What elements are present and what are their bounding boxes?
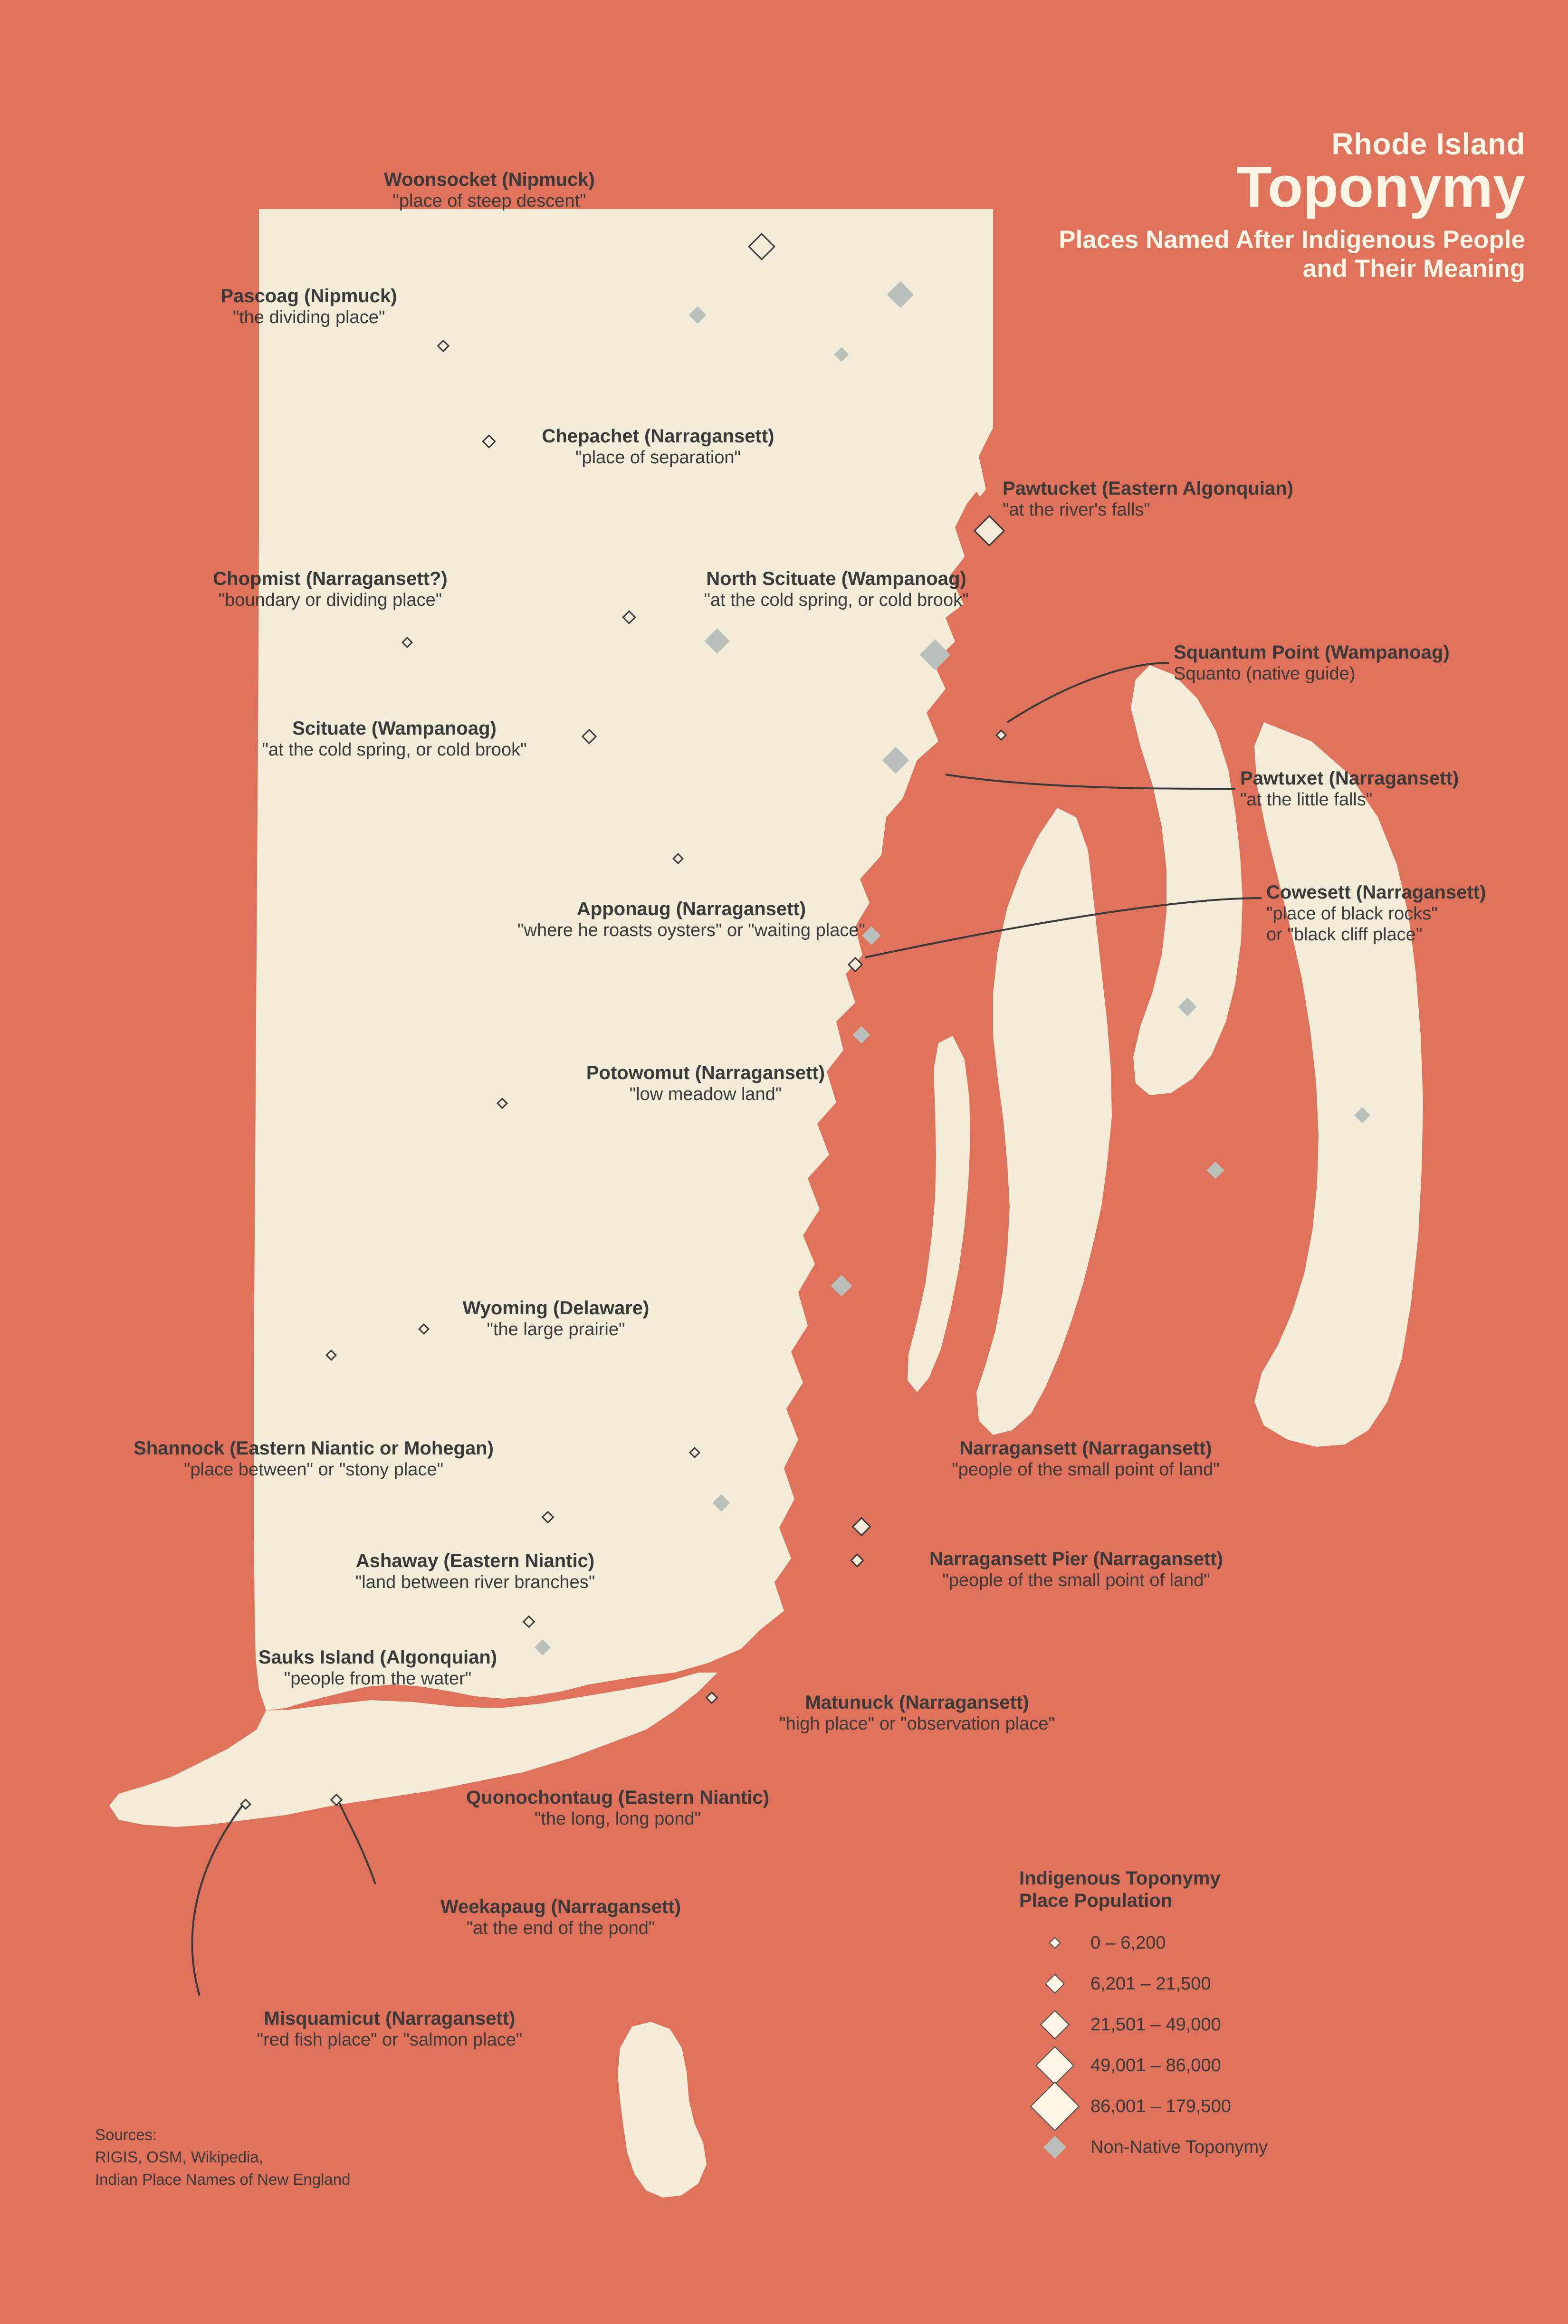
label-meaning: "high place" or "observation place": [779, 1714, 1055, 1734]
map-label-cowesett: [1266, 881, 1568, 946]
label-name: Shannock (Eastern Niantic or Mohegan): [134, 1438, 494, 1459]
map-label-apponaug: [264, 898, 1119, 941]
label-name: Narragansett (Narragansett): [959, 1438, 1212, 1459]
label-meaning-2: or "black cliff place": [1266, 925, 1423, 945]
label-name: Cowesett (Narragansett): [1266, 882, 1486, 903]
title-block: [1022, 128, 1525, 284]
map-label-misquamicut: [57, 2008, 722, 2050]
map-label-matunuck: [561, 1692, 1273, 1734]
legend-row: [1019, 2086, 1447, 2127]
map-label-pawtuxet: [1240, 767, 1563, 810]
label-name: Misquamicut (Narragansett): [264, 2008, 516, 2029]
east-shore-land: [1254, 722, 1423, 1447]
sources-line-2: Indian Place Names of New England: [95, 2170, 351, 2188]
label-meaning: "at the river's falls": [1003, 500, 1150, 520]
legend-diamond-icon: [1019, 1977, 1090, 1991]
legend-non-native-diamond-icon: [1019, 2139, 1090, 2155]
label-name: Pascoag (Nipmuck): [220, 286, 397, 306]
label-name: Potowomut (Narragansett): [586, 1062, 825, 1083]
label-meaning: "where he roasts oysters" or "waiting place": [517, 920, 865, 941]
subtitle-line-3: Their Meaning: [1354, 255, 1525, 283]
label-name: Sauks Island (Algonquian): [258, 1647, 497, 1668]
map-label-squantum-point: [1174, 641, 1563, 684]
label-meaning: "place between" or "stony place": [183, 1460, 444, 1480]
map-label-narragansett-pier: [732, 1548, 1421, 1591]
label-name: Woonsocket (Nipmuck): [384, 169, 595, 190]
label-meaning: "red fish place" or "salmon place": [257, 2030, 523, 2050]
sources-heading: Sources:: [95, 2126, 157, 2143]
label-meaning: "people of the small point of land": [952, 1460, 1220, 1480]
map-label-weekapaug: [228, 1896, 893, 1939]
map-label-pawtucket: [1003, 478, 1525, 520]
label-name: Chopmist (Narragansett?): [213, 568, 448, 589]
label-name: Ashaway (Eastern Niantic): [355, 1550, 595, 1571]
legend-label: Non-Native Toponymy: [1090, 2137, 1268, 2157]
label-name: North Scituate (Wampanoag): [706, 568, 966, 589]
label-name: Chepachet (Narragansett): [542, 426, 774, 447]
map-label-wyoming: [200, 1297, 912, 1340]
subtitle-line-2: Indigenous People and: [1301, 225, 1525, 283]
label-meaning: "place of black rocks": [1266, 904, 1438, 924]
label-meaning: "people of the small point of land": [942, 1570, 1210, 1591]
map-label-potowomut: [316, 1062, 1095, 1105]
legend-row: [1019, 1922, 1447, 1963]
label-name: Pawtuxet (Narragansett): [1240, 768, 1459, 789]
label-name: Narragansett Pier (Narragansett): [929, 1549, 1223, 1569]
label-meaning: "land between river branches": [355, 1572, 595, 1593]
legend-row: [1019, 2127, 1447, 2168]
label-meaning: "at the cold spring, or cold brook": [262, 740, 527, 760]
label-meaning: "the large prairie": [487, 1320, 625, 1340]
legend-title-line-2: Place Population: [1019, 1890, 1173, 1912]
label-name: Squantum Point (Wampanoag): [1174, 642, 1450, 663]
label-meaning: "the dividing place": [232, 307, 385, 328]
legend-label: 86,001 – 179,500: [1090, 2096, 1231, 2116]
map-label-chepachet: [306, 425, 1010, 468]
legend-label: 49,001 – 86,000: [1090, 2055, 1221, 2075]
label-name: Pawtucket (Eastern Algonquian): [1003, 478, 1293, 499]
legend-diamond-icon: [1019, 2089, 1090, 2124]
label-name: Apponaug (Narragansett): [576, 899, 806, 919]
label-name: Quonochontaug (Eastern Niantic): [466, 1787, 769, 1808]
label-meaning: "place of steep descent": [392, 191, 586, 211]
legend-label: 21,501 – 49,000: [1090, 2014, 1221, 2035]
map-label-pascoag: [24, 285, 594, 328]
subtitle-line-1: Places Named After: [1059, 225, 1295, 254]
legend-title: [1019, 1867, 1447, 1912]
legend-diamond-icon: [1019, 2014, 1090, 2035]
label-meaning: "at the little falls": [1240, 790, 1373, 810]
sources-block: [95, 2124, 350, 2191]
legend-label: 6,201 – 21,500: [1090, 1973, 1211, 1994]
label-name: Weekapaug (Narragansett): [440, 1896, 681, 1917]
title-subtitle: [1022, 225, 1525, 284]
map-label-sauks-island: [57, 1646, 698, 1689]
label-name: Matunuck (Narragansett): [805, 1692, 1029, 1713]
legend-row: [1019, 1963, 1447, 2004]
label-meaning: "at the end of the pond": [466, 1918, 655, 1939]
label-name: Wyoming (Delaware): [462, 1298, 650, 1319]
legend-label: 0 – 6,200: [1090, 1932, 1166, 1953]
map-label-woonsocket: [157, 169, 822, 211]
legend: [1019, 1867, 1447, 2168]
sources-line-1: RIGIS, OSM, Wikipedia,: [95, 2148, 263, 2166]
legend-diamond-icon: [1019, 1939, 1090, 1947]
label-meaning: Squanto (native guide): [1174, 664, 1356, 684]
label-name: Scituate (Wampanoag): [292, 718, 497, 739]
map-label-shannock: [5, 1437, 622, 1480]
map-label-quonochontaug: [257, 1787, 979, 1829]
label-meaning: "place of separation": [575, 448, 741, 468]
label-meaning: "the long, long pond": [534, 1809, 701, 1829]
page-title: Toponymy: [1236, 154, 1525, 220]
legend-row: [1019, 2045, 1447, 2086]
legend-title-line-1: Indigenous Toponymy: [1019, 1868, 1221, 1889]
legend-diamond-icon: [1019, 2052, 1090, 2079]
label-meaning: "boundary or dividing place": [218, 590, 442, 611]
label-meaning: "people from the water": [284, 1669, 472, 1689]
label-meaning: "low meadow land": [629, 1084, 782, 1105]
east-bay-peninsula: [1131, 665, 1243, 1095]
legend-row: [1019, 2004, 1447, 2045]
map-label-scituate: [86, 717, 703, 760]
map-label-narragansett: [741, 1437, 1430, 1480]
label-meaning: "at the cold spring, or cold brook": [704, 590, 969, 611]
map-label-north-scituate: [480, 568, 1193, 611]
map-label-ashaway: [143, 1550, 808, 1593]
title-line-1: Rhode Island: [1331, 127, 1525, 161]
